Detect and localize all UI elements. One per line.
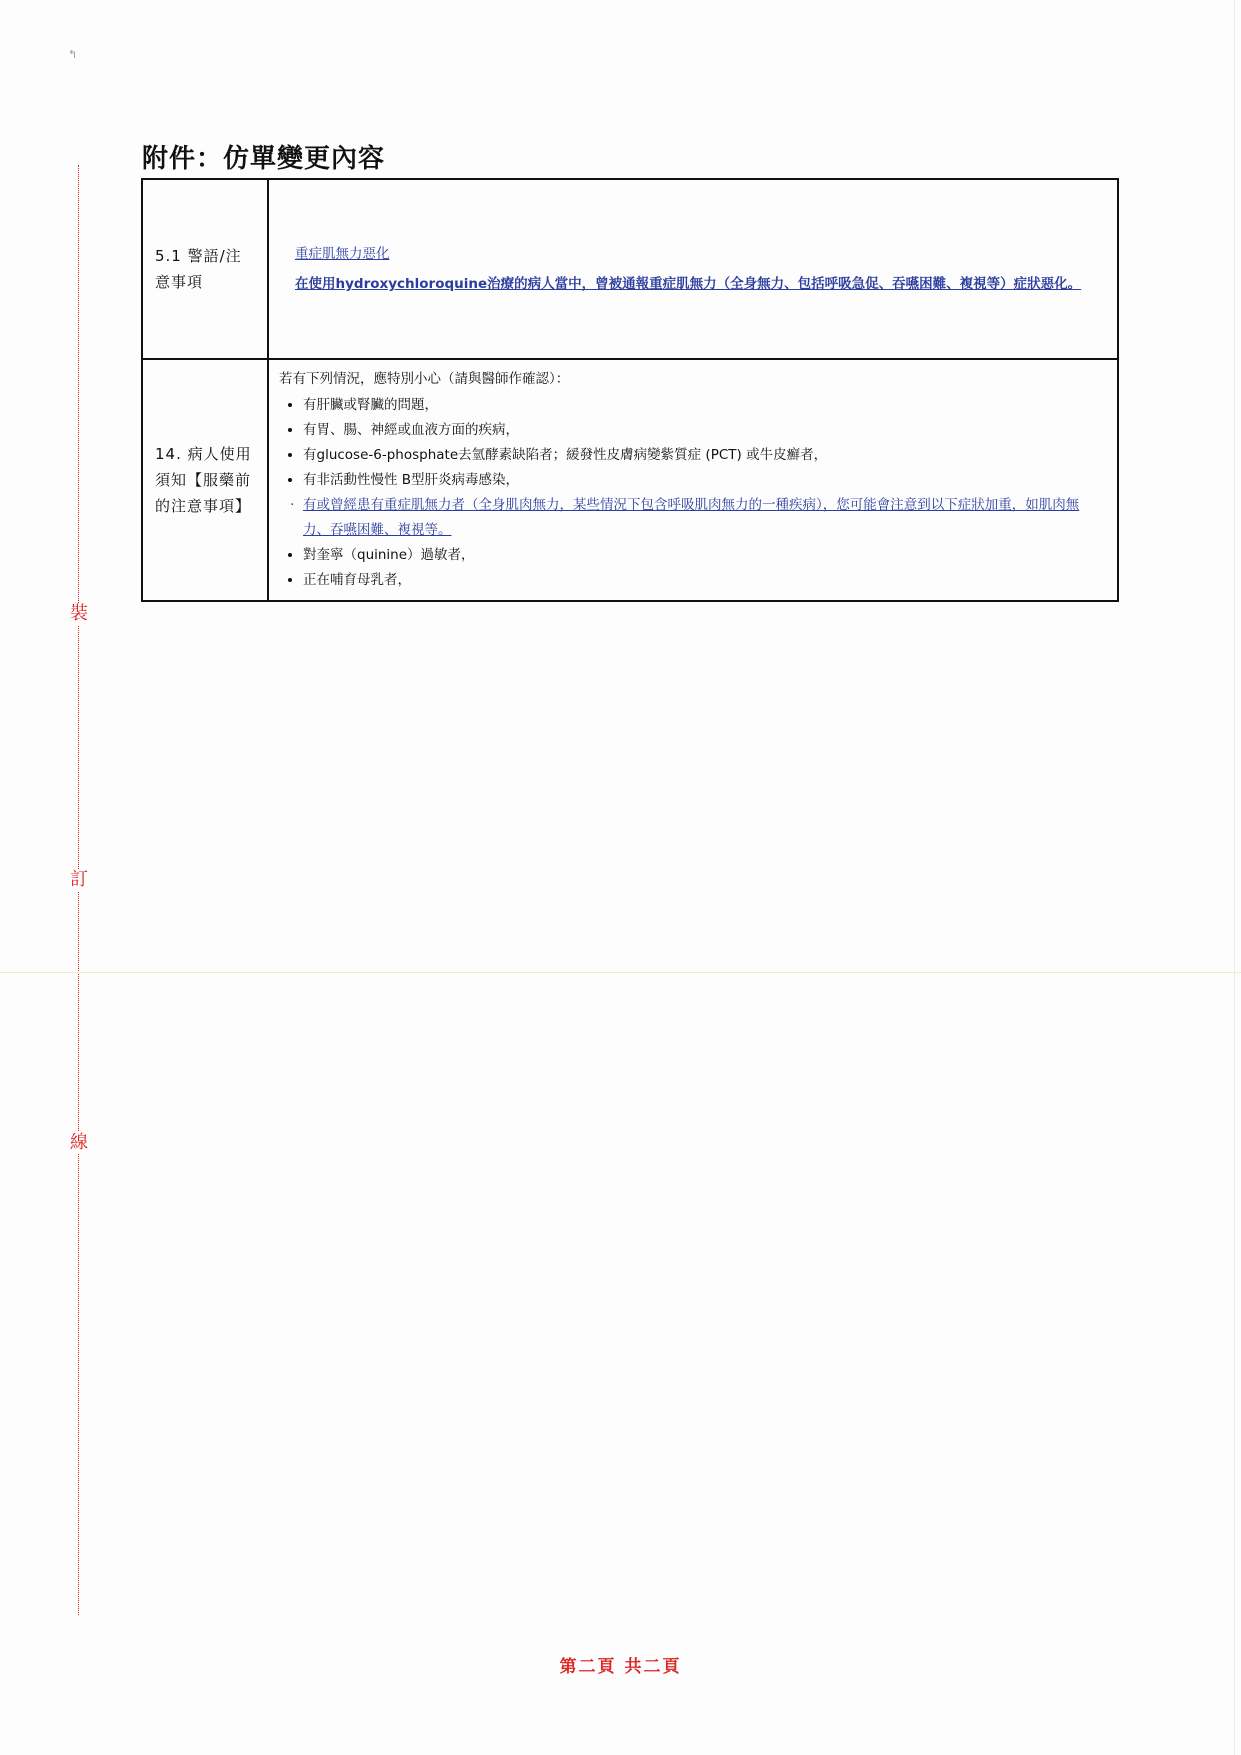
list-item: • 有肝臟或腎臟的問題， xyxy=(303,393,1109,418)
precaution-list xyxy=(279,393,1109,593)
binding-char-xian: 線 xyxy=(70,1132,88,1153)
table-row xyxy=(142,359,1118,601)
section-content xyxy=(268,359,1118,601)
binding-char-ding: 訂 xyxy=(70,869,88,890)
scan-artifact-mark: ↰ xyxy=(68,48,78,61)
page-edge xyxy=(1234,0,1235,1755)
list-item-added: · 有或曾經患有重症肌無力者（全身肌肉無力，某些情況下包含呼吸肌肉無力的一種疾病），您可能會注意到以下症狀加重，如肌肉無力、吞嚥困難、複視等。 xyxy=(303,493,1109,543)
page-footer: 第二頁 共二頁 xyxy=(559,1657,682,1677)
warning-block xyxy=(279,239,1109,299)
page-title: 附件：仿單變更內容 xyxy=(142,144,386,174)
label-change-table xyxy=(141,178,1119,602)
section-label: 14. 病人使用須知【服藥前的注意事項】 xyxy=(142,359,268,601)
scan-fold-line xyxy=(0,972,1241,973)
precaution-intro: 若有下列情況，應特別小心（請與醫師作確認）： xyxy=(279,371,570,387)
table-row xyxy=(142,179,1118,359)
section-content xyxy=(268,179,1118,359)
list-item: • 對奎寧（quinine）過敏者， xyxy=(303,543,1109,568)
list-item: • 正在哺育母乳者， xyxy=(303,568,1109,593)
list-item: • 有glucose-6-phosphate去氫酵素缺陷者；緩發性皮膚病變紫質症 (PCT) 或牛皮癬者， xyxy=(303,443,1109,468)
binding-char-zhuang: 裝 xyxy=(70,603,88,624)
list-item: • 有非活動性慢性 B型肝炎病毒感染， xyxy=(303,468,1109,493)
section-label: 5.1 警語/注意事項 xyxy=(142,179,268,359)
warning-heading: 重症肌無力惡化 xyxy=(295,246,390,262)
list-item: • 有胃、腸、神經或血液方面的疾病， xyxy=(303,418,1109,443)
warning-body: 在使用hydroxychloroquine治療的病人當中，曾被通報重症肌無力（全身無力、包括呼吸急促、吞嚥困難、複視等）症狀惡化。 xyxy=(295,276,1082,292)
